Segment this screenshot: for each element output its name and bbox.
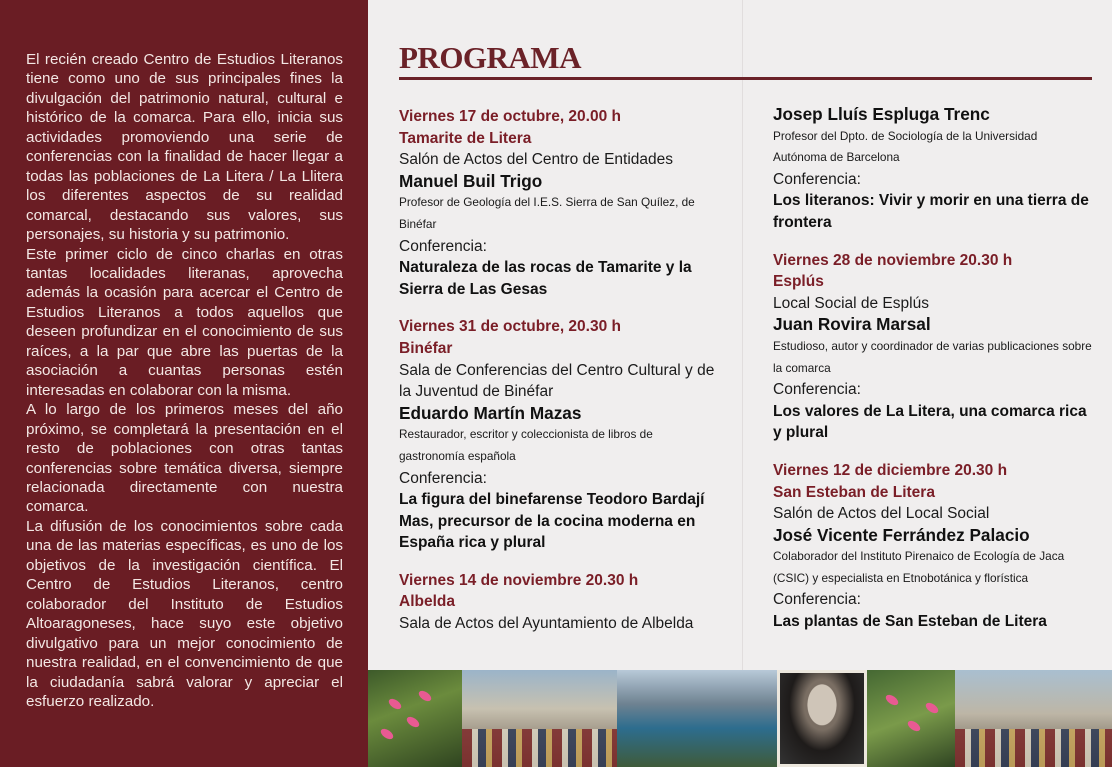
event-label: Conferencia:	[773, 381, 861, 399]
event-speaker: Manuel Buil Trigo	[399, 170, 543, 191]
event-talk-title: La figura del binefarense Teodoro Bardají Mas, precursor de la cocina moderna en España rica y plural	[399, 491, 705, 552]
event-place: Esplús	[773, 273, 824, 291]
event-speaker: José Vicente Ferrández Palacio	[773, 524, 1030, 545]
event	[399, 570, 719, 635]
program-column-right	[773, 104, 1093, 649]
intro-panel	[0, 0, 368, 767]
reservoir-landscape-photo	[617, 670, 777, 767]
event	[399, 316, 719, 554]
fold-line	[742, 0, 743, 670]
event	[773, 104, 1093, 234]
event-talk-title: Las plantas de San Esteban de Litera	[773, 613, 1047, 631]
event-date: Viernes 12 de diciembre 20.30 h	[773, 461, 1008, 479]
intro-paragraph: La difusión de los conocimientos sobre cada una de las materias específicas, es uno de los objetivos de la investigación científica. El Centro de Estudios Literanos, centro colaborador del Instituto de Estudios Altoaragoneses, hace suyo este objetivo divulgativo para un mejor conocimiento de nuestra realidad, en el convencimiento de que la ciudadanía sabrá valorar y apreciar el esfuerzo realizado.	[26, 517, 343, 710]
event-venue: Sala de Actos del Ayuntamiento de Albelda	[399, 615, 694, 633]
event-speaker-bio: Profesor del Dpto. de Sociología de la Universidad Autónoma de Barcelona	[773, 128, 1038, 165]
event	[773, 250, 1093, 444]
event-place: Albelda	[399, 593, 455, 611]
event-speaker-bio: Profesor de Geología del I.E.S. Sierra de San Quílez, de Binéfar	[399, 195, 695, 231]
event-speaker-bio: Restaurador, escritor y coleccionista de libros de gastronomía española	[399, 427, 653, 463]
title-rule	[399, 77, 1092, 80]
event-date: Viernes 28 de noviembre 20.30 h	[773, 251, 1013, 269]
event-date: Viernes 14 de noviembre 20.30 h	[399, 571, 639, 589]
event-place: Tamarite de Litera	[399, 129, 532, 147]
event-speaker-bio: Estudioso, autor y coordinador de varias publicaciones sobre la comarca	[773, 338, 1092, 375]
event-label: Conferencia:	[773, 170, 861, 188]
intro-paragraph: A lo largo de los primeros meses del año próximo, se completará la presentación en el resto de poblaciones con otras tantas conferencias sobre temática diversa, siempre relacionada directamente con nuestra comarca.	[26, 401, 343, 516]
event-speaker: Juan Rovira Marsal	[773, 314, 931, 335]
event-speaker: Josep Lluís Espluga Trenc	[773, 104, 990, 124]
event-venue: Local Social de Esplús	[773, 294, 929, 312]
event-talk-title: Los literanos: Vivir y morir en una tierra de frontera	[773, 192, 1089, 231]
intro-text	[26, 50, 343, 711]
event-place: San Esteban de Litera	[773, 483, 935, 501]
photo-strip	[368, 670, 1112, 767]
event	[399, 106, 719, 300]
event-venue: Salón de Actos del Local Social	[773, 505, 990, 523]
event-date: Viernes 17 de octubre, 20.00 h	[399, 108, 621, 125]
event-speaker: Eduardo Martín Mazas	[399, 402, 582, 423]
town-street-photo	[462, 670, 617, 767]
programa-title: PROGRAMA	[399, 40, 581, 75]
event-place: Binéfar	[399, 339, 453, 357]
event-venue: Salón de Actos del Centro de Entidades	[399, 151, 674, 169]
portrait-photo	[777, 670, 867, 767]
event-label: Conferencia:	[399, 237, 487, 255]
event-label: Conferencia:	[399, 469, 487, 487]
event-label: Conferencia:	[773, 591, 861, 609]
event-venue: Sala de Conferencias del Centro Cultural y de la Juventud de Binéfar	[399, 361, 715, 401]
event	[773, 460, 1093, 633]
program-column-left	[399, 106, 719, 651]
intro-paragraph: El recién creado Centro de Estudios Literanos tiene como uno de sus principales fines la divulgación del patrimonio natural, cultural e histórico de la comarca. Para ello, inicia sus actividades promoviendo una serie de conferencias con la finalidad de hacer llegar a todas las poblaciones de La Litera / La Llitera los diferentes aspectos de su realidad comarcal, destacando sus valores, sus personajes, su historia y su patrimonio.	[26, 51, 343, 244]
event-talk-title: Naturaleza de las rocas de Tamarite y la Sierra de Las Gesas	[399, 259, 692, 298]
intro-paragraph: Este primer ciclo de cinco charlas en otras tantas localidades literanas, aprovecha además la ocasión para acercar el Centro de Estudios Literanos a todos aquellos que deseen profundizar en el conocimiento de sus raíces, a la par que abre las puertas de la asociación a cuantas personas estén interesadas en colaborar con la misma.	[26, 245, 343, 399]
event-date: Viernes 31 de octubre, 20.30 h	[399, 318, 621, 336]
town-street-photo	[955, 670, 1112, 767]
event-talk-title: Los valores de La Litera, una comarca rica y plural	[773, 402, 1087, 442]
flowers-photo	[867, 670, 955, 767]
flowers-photo	[368, 670, 462, 767]
event-speaker-bio: Colaborador del Instituto Pirenaico de Ecología de Jaca (CSIC) y especialista en Etnobotánica y florística	[773, 549, 1065, 585]
